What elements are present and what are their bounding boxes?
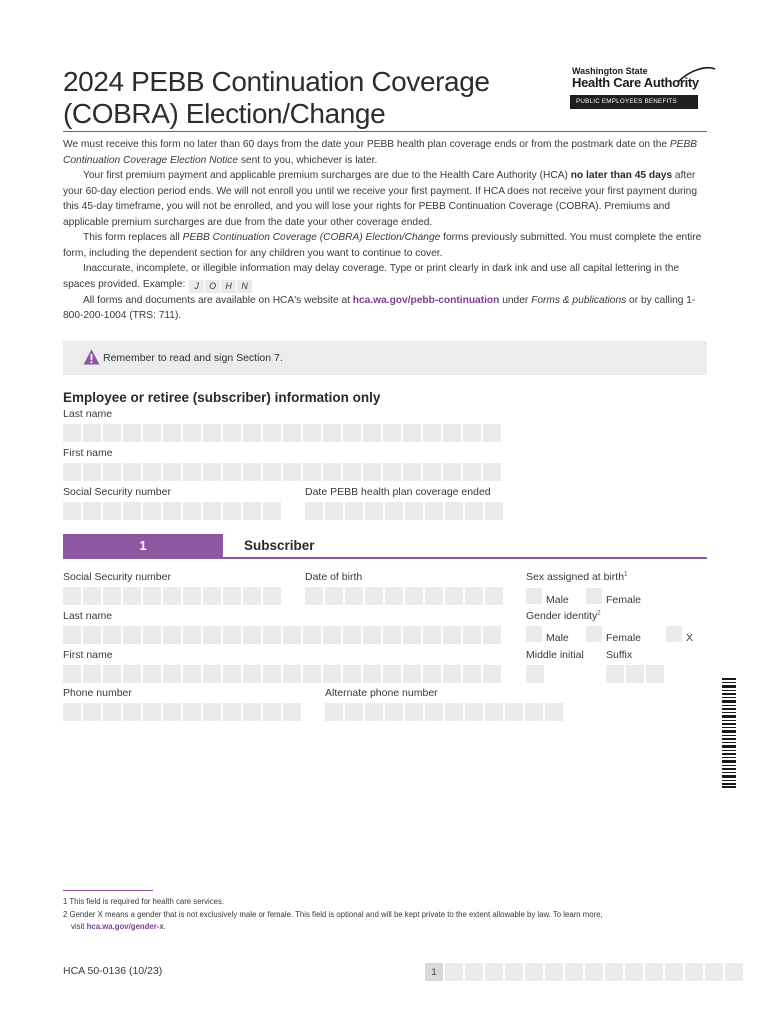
intro-text [63,137,709,324]
sex-male-checkbox[interactable] [526,588,542,604]
char-box[interactable] [183,463,201,481]
char-box[interactable] [483,665,501,683]
char-box[interactable] [143,626,161,644]
char-box[interactable] [425,587,443,605]
char-box[interactable] [183,424,201,442]
char-box[interactable] [365,502,383,520]
char-box[interactable] [425,703,443,721]
char-box[interactable] [103,665,121,683]
char-box[interactable] [83,424,101,442]
char-box[interactable] [425,502,443,520]
s1-last-name-field[interactable] [63,626,501,644]
phone-field[interactable] [63,703,301,721]
char-box[interactable] [443,626,461,644]
char-box[interactable] [345,703,363,721]
char-box [665,963,683,981]
char-box[interactable] [243,626,261,644]
char-box[interactable] [243,703,261,721]
char-box[interactable] [483,463,501,481]
char-box[interactable] [163,463,181,481]
ssn-field[interactable] [63,502,281,520]
char-box[interactable] [103,424,121,442]
s1-first-name-label: First name [63,649,113,661]
char-box [465,963,483,981]
char-box[interactable] [263,626,281,644]
char-box[interactable] [525,703,543,721]
phone-label: Phone number [63,687,132,699]
char-box[interactable] [485,587,503,605]
intro-p5a: All forms and documents are available on HCA's website at [83,294,353,306]
char-box[interactable] [63,463,81,481]
char-box[interactable] [163,626,181,644]
subscriber-info-heading: Employee or retiree (subscriber) information only [63,390,381,405]
char-box[interactable] [63,665,81,683]
char-box[interactable] [223,424,241,442]
intro-p2b: after your 60-day election period ends. We will not enroll you until we receive your first payment. If HCA does not receive your first payment during this 45-day timeframe, you will not be enrolled, and you will lose your rights for PEBB Continuation Coverage (COBRA). Premiums and applicable premium surcharges are due from the date your other coverage ended. [63,170,698,228]
warning-icon [83,349,100,365]
char-box[interactable] [283,703,301,721]
char-box[interactable] [363,424,381,442]
char-box[interactable] [323,665,341,683]
intro-paragraph-4 [63,261,709,293]
char-box [645,963,663,981]
intro-p3-italic: PEBB Continuation Coverage (COBRA) Election/Change [182,232,441,243]
char-box [625,963,643,981]
char-box[interactable] [223,463,241,481]
title-line-2: (COBRA) Election/Change [63,98,386,129]
char-box[interactable] [303,424,321,442]
char-box[interactable] [443,665,461,683]
s1-last-name-label: Last name [63,610,113,622]
char-box[interactable] [463,463,481,481]
intro-paragraph-1 [63,137,709,168]
footnote-ref-2: 2 [597,610,601,617]
intro-paragraph-5 [63,293,709,324]
char-box [725,963,743,981]
suffix-label: Suffix [606,649,633,661]
char-box[interactable] [123,424,141,442]
char-box[interactable] [223,502,241,520]
char-box[interactable] [163,665,181,683]
intro-p1a: We must receive this form no later than 60 days from the date your PEBB health plan coverage ends or from the postmark date on the [63,139,670,150]
char-box[interactable] [243,424,261,442]
char-box[interactable] [143,463,161,481]
char-box[interactable] [323,626,341,644]
char-box[interactable] [383,463,401,481]
char-box[interactable] [305,587,323,605]
gender-identity-label [526,610,601,622]
intro-p1b: sent to you, whichever is later. [238,154,378,166]
char-box[interactable] [363,463,381,481]
char-box[interactable] [103,587,121,605]
char-box[interactable] [405,703,423,721]
char-box[interactable] [463,424,481,442]
char-box [525,963,543,981]
char-box[interactable] [606,665,624,683]
char-box[interactable] [183,502,201,520]
char-box[interactable] [325,703,343,721]
char-box[interactable] [646,665,664,683]
char-box[interactable] [203,502,221,520]
char-box[interactable] [383,665,401,683]
logo-swoosh-icon [630,66,716,88]
footnote-2: 2 Gender X means a gender that is not exclusively male or female. This field is optional and will be kept private to the extent allowable by law. To learn more, [63,910,603,919]
char-box[interactable] [483,626,501,644]
char-box[interactable] [405,502,423,520]
char-box[interactable] [403,424,421,442]
char-box[interactable] [325,587,343,605]
first-name-label: First name [63,447,113,459]
char-box[interactable] [223,587,241,605]
intro-p5b: under [499,294,532,306]
char-box[interactable] [443,463,461,481]
char-box[interactable] [385,703,403,721]
intro-paragraph-3 [63,230,709,261]
char-box[interactable] [83,463,101,481]
char-box[interactable] [403,626,421,644]
gender-label-text: Gender identity [526,610,598,622]
char-box[interactable] [83,502,101,520]
char-box [545,963,563,981]
char-box[interactable] [323,424,341,442]
char-box[interactable] [163,703,181,721]
example-letter-box: N [237,280,252,293]
char-box[interactable] [123,626,141,644]
char-box[interactable] [103,463,121,481]
char-box[interactable] [203,463,221,481]
char-box[interactable] [283,463,301,481]
hca-logo [570,66,716,118]
char-box[interactable] [303,626,321,644]
char-box[interactable] [505,703,523,721]
sex-label-text: Sex assigned at birth [526,571,625,583]
char-box[interactable] [83,587,101,605]
middle-initial-field[interactable] [526,665,544,683]
char-box[interactable] [363,665,381,683]
intro-p2-bold: no later than 45 days [570,170,673,181]
char-box[interactable] [263,502,281,520]
last-name-label: Last name [63,408,113,420]
char-box[interactable] [465,502,483,520]
char-box[interactable] [223,703,241,721]
char-box[interactable] [283,424,301,442]
char-box[interactable] [483,424,501,442]
coverage-ended-field[interactable] [305,502,503,520]
intro-p5-italic: Forms & publications [531,294,627,306]
char-box[interactable] [323,463,341,481]
char-box[interactable] [183,626,201,644]
char-box [605,963,623,981]
char-box[interactable] [243,587,261,605]
section-1-divider [63,557,707,559]
char-box[interactable] [343,424,361,442]
s1-ssn-field[interactable] [63,587,281,605]
char-box[interactable] [203,587,221,605]
char-box[interactable] [63,587,81,605]
char-box[interactable] [263,587,281,605]
example-letter-box: J [189,280,204,293]
title-divider [63,131,707,132]
char-box[interactable] [63,424,81,442]
pebb-continuation-link[interactable]: hca.wa.gov/pebb-continuation [352,294,500,306]
gender-male-label: Male [546,632,569,644]
char-box[interactable] [143,587,161,605]
logo-line-1: Washington State [572,66,648,76]
footnote-divider [63,890,153,891]
char-box[interactable] [303,665,321,683]
char-box[interactable] [343,626,361,644]
section-1-number: 1 [63,534,223,558]
title-line-1: 2024 PEBB Continuation Coverage [63,66,490,97]
callout-text: Remember to read and sign Section 7. [103,352,283,364]
intro-p1-italic: PEBB Continuation Coverage Election Notice [63,139,698,166]
gender-x-label: X [686,632,694,644]
char-box[interactable] [143,703,161,721]
char-box[interactable] [143,502,161,520]
coverage-ended-label: Date PEBB health plan coverage ended [305,486,491,498]
char-box[interactable] [263,463,281,481]
gender-female-checkbox[interactable] [586,626,602,642]
char-box[interactable] [545,703,563,721]
char-box[interactable] [325,502,343,520]
char-box[interactable] [123,703,141,721]
char-box[interactable] [123,463,141,481]
char-box [585,963,603,981]
char-box[interactable] [123,587,141,605]
example-letter-box: O [205,280,220,293]
gender-x-checkbox[interactable] [666,626,682,642]
char-box[interactable] [463,665,481,683]
suffix-field[interactable] [606,665,664,683]
char-box[interactable] [626,665,644,683]
char-box[interactable] [385,502,403,520]
char-box[interactable] [363,626,381,644]
char-box[interactable] [223,665,241,683]
char-box[interactable] [383,424,401,442]
char-box[interactable] [343,665,361,683]
char-box[interactable] [263,424,281,442]
char-box[interactable] [123,665,141,683]
char-box[interactable] [83,665,101,683]
char-box[interactable] [103,502,121,520]
char-box[interactable] [263,665,281,683]
char-box[interactable] [183,703,201,721]
sex-female-checkbox[interactable] [586,588,602,604]
char-box[interactable] [183,665,201,683]
char-box[interactable] [243,463,261,481]
char-box[interactable] [463,626,481,644]
char-box[interactable] [423,463,441,481]
char-box [565,963,583,981]
sign-reminder-callout [63,341,707,375]
barcode [722,678,736,788]
char-box[interactable] [445,587,463,605]
char-box[interactable] [423,424,441,442]
char-box[interactable] [203,665,221,683]
footnote-ref-1: 1 [624,571,628,578]
char-box [685,963,703,981]
char-box[interactable] [365,587,383,605]
char-box[interactable] [203,626,221,644]
char-box[interactable] [405,587,423,605]
section-1-title: Subscriber [244,538,315,553]
char-box[interactable] [143,424,161,442]
char-box[interactable] [465,587,483,605]
char-box [505,963,523,981]
char-box[interactable] [163,502,181,520]
s1-dob-field[interactable] [305,587,503,605]
sex-male-label: Male [546,594,569,606]
page-code-field [445,963,743,981]
footnote-2-period: . [163,922,166,931]
char-box[interactable] [203,703,221,721]
char-box[interactable] [243,665,261,683]
char-box[interactable] [223,626,241,644]
char-box [445,963,463,981]
page-number: 1 [425,963,443,981]
middle-initial-label: Middle initial [526,649,584,661]
char-box[interactable] [83,703,101,721]
intro-p2a: Your first premium payment and applicable premium surcharges are due to the Health Care Authority (HCA) [83,170,571,181]
example-letter-box: H [221,280,236,293]
logo-bar: PUBLIC EMPLOYEES BENEFITS BOARD [570,95,698,109]
gender-male-checkbox[interactable] [526,626,542,642]
char-box[interactable] [345,587,363,605]
char-box[interactable] [343,463,361,481]
char-box[interactable] [243,502,261,520]
intro-p3a: This form replaces all [83,232,183,243]
char-box[interactable] [403,463,421,481]
char-box[interactable] [423,665,441,683]
s1-first-name-field[interactable] [63,665,501,683]
s1-ssn-label: Social Security number [63,571,171,583]
char-box[interactable] [403,665,421,683]
gender-x-link[interactable]: hca.wa.gov/gender-x [86,922,164,931]
char-box [705,963,723,981]
sex-female-label: Female [606,594,642,606]
ssn-label: Social Security number [63,486,171,498]
intro-p4: Inaccurate, incomplete, or illegible information may delay coverage. Type or print clearly in dark ink and use all capital lettering in the spaces provided. Example: [63,263,680,290]
intro-paragraph-2 [63,168,709,230]
char-box[interactable] [83,626,101,644]
char-box[interactable] [63,502,81,520]
char-box[interactable] [63,626,81,644]
char-box[interactable] [303,463,321,481]
alt-phone-label: Alternate phone number [325,687,438,699]
char-box[interactable] [103,703,121,721]
char-box[interactable] [445,703,463,721]
logo-line-2: Health Care Authority [572,75,699,90]
char-box[interactable] [526,665,544,683]
char-box[interactable] [63,703,81,721]
char-box [485,963,503,981]
char-box[interactable] [485,703,503,721]
last-name-field[interactable] [63,424,501,442]
footnote-2-continued [71,921,721,933]
char-box[interactable] [183,587,201,605]
char-box[interactable] [485,502,503,520]
form-id: HCA 50-0136 (10/23) [63,965,163,977]
char-box[interactable] [123,502,141,520]
char-box[interactable] [423,626,441,644]
char-box[interactable] [263,703,281,721]
s1-dob-label: Date of birth [305,571,363,583]
first-name-field[interactable] [63,463,501,481]
intro-p3b: forms previously submitted. You must complete the entire form, including the dependent section for any children you want to continue to cover. [63,232,702,259]
char-box[interactable] [203,424,221,442]
alt-phone-field[interactable] [325,703,563,721]
char-box[interactable] [365,703,383,721]
char-box[interactable] [103,626,121,644]
char-box[interactable] [305,502,323,520]
char-box[interactable] [283,626,301,644]
intro-p5c: or by calling 1-800-200-1004 (TRS: 711). [63,294,696,321]
char-box[interactable] [385,587,403,605]
gender-female-label: Female [606,632,642,644]
char-box[interactable] [163,587,181,605]
char-box[interactable] [443,424,461,442]
char-box[interactable] [283,665,301,683]
char-box[interactable] [143,665,161,683]
char-box[interactable] [465,703,483,721]
footnote-2-visit: visit [71,922,87,931]
char-box[interactable] [383,626,401,644]
sex-assigned-label [526,571,627,583]
page-title [63,66,533,130]
char-box[interactable] [345,502,363,520]
char-box[interactable] [163,424,181,442]
char-box[interactable] [445,502,463,520]
footnote-1: 1 This field is required for health care services. [63,897,225,906]
